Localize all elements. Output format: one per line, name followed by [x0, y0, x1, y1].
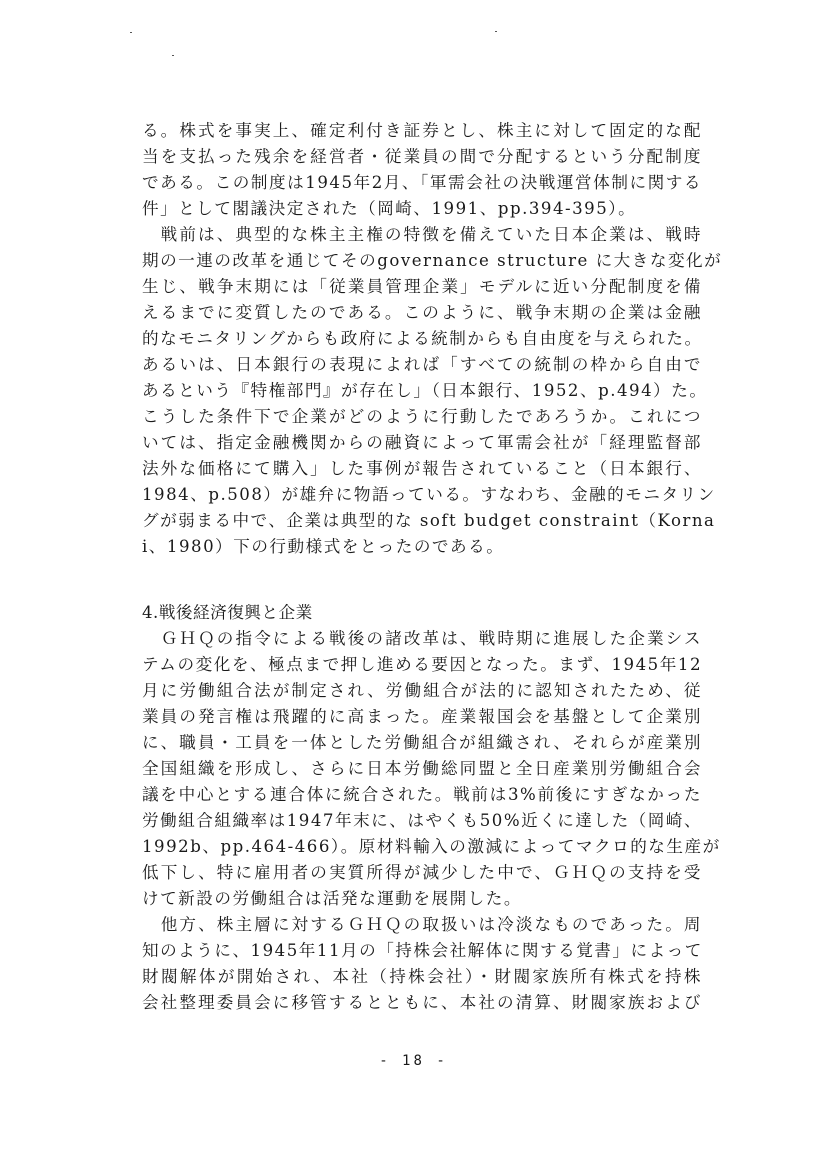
text-line: けて新設の労働組合は活発な運動を展開した。: [142, 889, 522, 908]
text-line: 議を中心とする連合体に統合された。戦前は3%前後にすぎなかった: [142, 785, 702, 804]
text-line: いては、指定金融機関からの融資によって軍需会社が「経理監督部: [142, 433, 702, 452]
text-line: 法外な価格にて購入」した事例が報告されていること（日本銀行、: [142, 459, 702, 478]
text-line: 期の一連の改革を通じてそのgovernance structure に大きな変化が: [142, 251, 723, 270]
text-line: 会社整理委員会に移管するとともに、本社の清算、財閥家族および: [142, 993, 702, 1012]
text-line: 戦前は、典型的な株主主権の特徴を備えていた日本企業は、戦時: [142, 225, 702, 244]
text-line: 件」として閣議決定された（岡崎、1991、pp.394-395）。: [142, 199, 637, 218]
text-line: 業員の発言権は飛躍的に高まった。産業報国会を基盤として企業別: [142, 707, 702, 726]
text-line: 全国組織を形成し、さらに日本労働総同盟と全日産業別労働組合会: [142, 759, 702, 778]
page-number: - 18 -: [379, 1053, 448, 1069]
section-heading: 4.戦後経済復興と企業: [142, 603, 313, 622]
text-line: に、職員・工員を一体とした労働組合が組織され、それらが産業別: [142, 733, 702, 752]
text-line: 生じ、戦争末期には「従業員管理企業」モデルに近い分配制度を備: [142, 277, 702, 296]
text-line: 労働組合組織率は1947年末に、はやくも50%近くに達した（岡崎、: [142, 811, 703, 830]
text-line: あるいは、日本銀行の表現によれば「すべての統制の枠から自由で: [142, 355, 702, 374]
text-line: あるという『特権部門』が存在し」（日本銀行、1952、p.494）た。: [142, 381, 708, 400]
text-line: ＧＨＱの指令による戦後の諸改革は、戦時期に進展した企業シス: [142, 629, 702, 648]
text-line: テムの変化を、極点まで押し進める要因となった。まず、1945年12: [142, 655, 702, 674]
text-line: 他方、株主層に対するＧＨＱの取扱いは冷淡なものであった。周: [142, 915, 702, 934]
scan-speck: [130, 32, 132, 33]
text-line: る。株式を事実上、確定利付き証券とし、株主に対して固定的な配: [142, 121, 702, 140]
scan-speck: [172, 55, 174, 56]
text-line: 当を支払った残余を経営者・従業員の間で分配するという分配制度: [142, 147, 702, 166]
text-line: 低下し、特に雇用者の実質所得が減少した中で、ＧＨＱの支持を受: [142, 863, 702, 882]
text-line: こうした条件下で企業がどのように行動したであろうか。これにつ: [142, 407, 702, 426]
text-line: えるまでに変質したのである。このように、戦争末期の企業は金融: [142, 303, 702, 322]
text-line: である。この制度は1945年2月、「軍需会社の決戦運営体制に関する: [142, 173, 702, 192]
text-line: i、1980）下の行動様式をとったのである。: [142, 537, 505, 556]
text-line: 的なモニタリングからも政府による統制からも自由度を与えられた。: [142, 329, 703, 348]
text-line: 知のように、1945年11月の「持株会社解体に関する覚書」によって: [142, 941, 703, 960]
text-line: 財閥解体が開始され、本社（持株会社）・財閥家族所有株式を持株: [142, 967, 702, 986]
text-line: 1992b、pp.464-466）。原材料輸入の激減によってマクロ的な生産が: [142, 837, 721, 856]
scan-speck: [495, 31, 497, 32]
text-line: 1984、p.508）が雄弁に物語っている。すなわち、金融的モニタリン: [142, 485, 716, 504]
text-line: 月に労働組合法が制定され、労働組合が法的に認知されたため、従: [142, 681, 702, 700]
text-line: グが弱まる中で、企業は典型的な soft budget constraint（Korna: [142, 511, 716, 530]
